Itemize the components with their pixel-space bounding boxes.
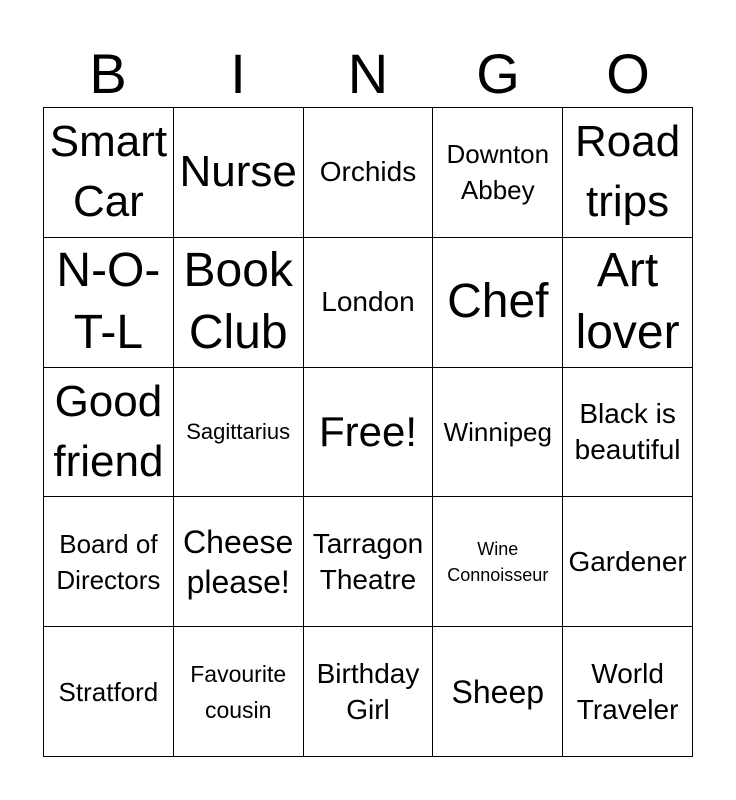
bingo-cell-r2-c2[interactable] xyxy=(174,238,304,368)
bingo-cell-r4-c1[interactable] xyxy=(44,497,174,627)
cell-text: Free! xyxy=(318,407,417,455)
bingo-cell-r1-c2[interactable] xyxy=(174,108,304,238)
header-letter-n: N xyxy=(347,42,389,105)
cell-text: Downton Abbey xyxy=(446,139,550,206)
cell-text: Chef xyxy=(447,275,549,329)
bingo-cell-r3-c4[interactable] xyxy=(433,368,563,498)
bingo-cell-r4-c3[interactable] xyxy=(304,497,434,627)
bingo-cell-r3-c2[interactable] xyxy=(174,368,304,498)
cell-text: Board of Directors xyxy=(56,528,161,595)
bingo-cell-r1-c1[interactable] xyxy=(44,108,174,238)
header-letter-i: I xyxy=(230,42,246,105)
bingo-cell-r3-c1[interactable] xyxy=(44,368,174,498)
bingo-cell-r1-c5[interactable] xyxy=(563,108,693,238)
bingo-cell-r2-c5[interactable] xyxy=(563,238,693,368)
bingo-cell-r5-c5[interactable] xyxy=(563,627,693,757)
cell-text: Cheese please! xyxy=(183,523,294,600)
bingo-cell-r1-c4[interactable] xyxy=(433,108,563,238)
cell-text: Favourite cousin xyxy=(190,660,287,723)
bingo-cell-r5-c1[interactable] xyxy=(44,627,174,757)
header-letter-o: O xyxy=(606,42,650,105)
cell-text: Sagittarius xyxy=(186,418,291,444)
cell-text: Good friend xyxy=(53,376,164,486)
bingo-cell-r1-c3[interactable] xyxy=(304,108,434,238)
cell-text: Gardener xyxy=(568,545,687,577)
cell-text: World Traveler xyxy=(576,657,679,725)
cell-text: Stratford xyxy=(58,676,159,707)
cell-text: Orchids xyxy=(319,156,417,188)
bingo-grid xyxy=(43,107,693,757)
header-letter-g: G xyxy=(476,42,520,105)
cell-text: Winnipeg xyxy=(443,416,552,447)
cell-text: London xyxy=(321,286,415,318)
cell-text: Black is beautiful xyxy=(574,397,681,465)
cell-text: Nurse xyxy=(179,147,297,197)
cell-text: Smart Car xyxy=(49,117,168,227)
bingo-cell-r5-c4[interactable] xyxy=(433,627,563,757)
header-letter-b: B xyxy=(89,42,127,105)
bingo-cell-r2-c3[interactable] xyxy=(304,238,434,368)
cell-text: Wine Connoisseur xyxy=(447,538,549,585)
bingo-cell-r2-c4[interactable] xyxy=(433,238,563,368)
bingo-cell-r4-c4[interactable] xyxy=(433,497,563,627)
cell-text: Sheep xyxy=(451,673,545,710)
bingo-header xyxy=(43,40,693,108)
cell-text: Road trips xyxy=(575,117,681,227)
bingo-cell-r2-c1[interactable] xyxy=(44,238,174,368)
cell-text: Art lover xyxy=(575,244,680,360)
cell-text: Birthday Girl xyxy=(316,657,420,725)
cell-text: Tarragon Theatre xyxy=(312,527,424,595)
cell-text: Book Club xyxy=(183,244,293,360)
bingo-cell-r4-c2[interactable] xyxy=(174,497,304,627)
bingo-cell-r5-c2[interactable] xyxy=(174,627,304,757)
bingo-cell-r3-c5[interactable] xyxy=(563,368,693,498)
bingo-cell-r4-c5[interactable] xyxy=(563,497,693,627)
bingo-cell-r5-c3[interactable] xyxy=(304,627,434,757)
bingo-cell-r3-c3[interactable] xyxy=(304,368,434,498)
cell-text: N-O- T-L xyxy=(56,244,161,360)
